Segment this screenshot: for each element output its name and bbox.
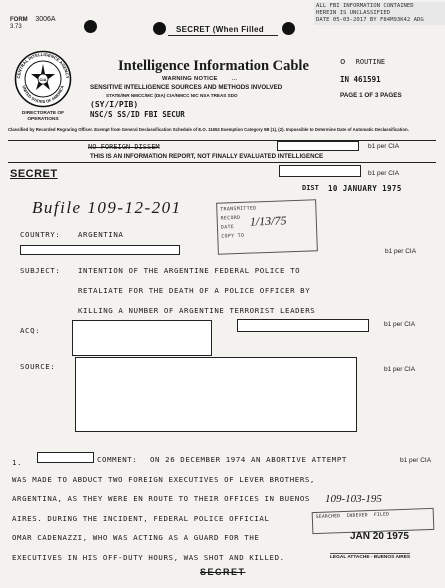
form-number bbox=[10, 16, 56, 31]
secret-classification: SECRET bbox=[10, 168, 58, 180]
stamp2-searched: SEARCHED bbox=[315, 514, 341, 520]
warning-notice: WARNING NOTICE bbox=[162, 76, 218, 82]
in-number: IN 461591 bbox=[340, 75, 381, 84]
header-divider bbox=[8, 140, 436, 141]
transmittal-stamp bbox=[216, 199, 318, 254]
b1-marker-6: b1 per CIA bbox=[400, 457, 432, 464]
b1-marker-4: b1 per CIA bbox=[384, 321, 416, 328]
banner-line-2: HEREIN IS UNCLASSIFIED bbox=[316, 10, 391, 16]
secret-footer: SECRET bbox=[200, 567, 246, 577]
punch-hole-left bbox=[84, 20, 97, 33]
stamp-text: TRANSMITTED RECORD DATE COPY TO bbox=[220, 206, 257, 240]
stamp2-indexed: INDEXED bbox=[346, 513, 368, 519]
classification-notice: Classified by Recorded Regraring Officer. Exempt from General Declassification Schedule of E.O. 11652 Exemption Category 5B (1), (2). Impossible to Determine Date of Automatic Declassification. bbox=[8, 127, 409, 132]
redaction-box-3 bbox=[20, 245, 180, 255]
secret-header: SECRET (When Filled bbox=[176, 25, 264, 34]
routing-codes: (SY/I/PIB) bbox=[90, 100, 139, 109]
acq-label: ACQ: bbox=[20, 326, 41, 335]
subject-label: SUBJECT: bbox=[20, 266, 61, 275]
paragraph-number: 1. bbox=[12, 458, 23, 467]
b1-marker-5: b1 per CIA bbox=[384, 366, 416, 373]
info-report-divider bbox=[8, 162, 436, 163]
routine-bullet-icon: o bbox=[340, 57, 346, 67]
warning-handwriting: ... bbox=[232, 74, 238, 82]
punch-hole-center bbox=[153, 22, 166, 35]
redaction-box-1 bbox=[277, 141, 359, 151]
subject-line-2: RETALIATE FOR THE DEATH OF A POLICE OFFICER BY bbox=[78, 286, 311, 295]
form-label: FORM bbox=[10, 17, 28, 23]
b1-marker-2: b1 per CIA bbox=[368, 170, 400, 177]
seal-top-text: CENTRAL INTELLIGENCE AGENCY bbox=[15, 51, 71, 79]
b1-marker-3: b1 per CIA bbox=[385, 248, 417, 255]
redaction-box-5 bbox=[237, 319, 369, 332]
dist-label: DIST bbox=[302, 184, 319, 192]
redaction-box-2 bbox=[279, 165, 361, 177]
redaction-box-4 bbox=[72, 320, 212, 356]
body-line-1: ON 26 DECEMBER 1974 AN ABORTIVE ATTEMPT bbox=[150, 455, 347, 464]
dist-date: 10 JANUARY 1975 bbox=[328, 184, 402, 193]
legal-attache-stamp: LEGAL ATTACHE - BUENOS AIRES bbox=[330, 555, 411, 560]
comment-label: COMMENT: bbox=[97, 455, 138, 464]
stamp2-filed: FILED bbox=[373, 512, 390, 518]
redaction-box-6 bbox=[75, 357, 357, 432]
body-line-4: AIRES. DURING THE INCIDENT, FEDERAL POLICE OFFICIAL bbox=[12, 514, 270, 523]
country-value: ARGENTINA bbox=[78, 230, 124, 239]
info-report-notice: THIS IS AN INFORMATION REPORT, NOT FINALLY EVALUATED INTELLIGENCE bbox=[90, 153, 324, 160]
body-line-2: WAS MADE TO ABDUCT TWO FOREIGN EXECUTIVES OF LEVER BROTHERS, bbox=[12, 475, 315, 484]
seal-bottom-text: UNITED STATES OF AMERICA bbox=[21, 84, 65, 105]
directorate-label: DIRECTORATE OF OPERATIONS bbox=[21, 111, 65, 122]
body-line-3: ARGENTINA, AS THEY WERE EN ROUTE TO THEIR OFFICES IN BUENOS bbox=[12, 494, 310, 503]
distribution-list: STATE/INR NMCC/MC (DIA) CIA/NMCC NIC NSA TREAS SDO bbox=[106, 93, 238, 98]
cia-seal-icon bbox=[14, 50, 72, 108]
cable-title: Intelligence Information Cable bbox=[118, 58, 309, 74]
subject-line-1: INTENTION OF THE ARGENTINE FEDERAL POLICE TO bbox=[78, 266, 301, 275]
form-code: 3006A bbox=[35, 16, 56, 23]
banner-line-3: DATE 05-03-2017 BY F84M93K42 ADG bbox=[316, 17, 424, 23]
secret-header-underline bbox=[168, 35, 278, 36]
source-label: SOURCE: bbox=[20, 362, 56, 371]
handwritten-file-number: Bufile 109-12-201 bbox=[32, 198, 182, 217]
body-line-6: EXECUTIVES IN HIS OFF-DUTY HOURS, WAS SHOT AND KILLED. bbox=[12, 553, 285, 562]
body-line-5: OMAR CADENAZZI, WHO WAS ACTING AS A GUARD FOR THE bbox=[12, 533, 260, 542]
page-info: PAGE 1 OF 3 PAGES bbox=[340, 92, 402, 99]
banner-line-1: ALL FBI INFORMATION CONTAINED bbox=[316, 3, 414, 9]
redaction-box-7 bbox=[37, 452, 94, 463]
no-foreign-dissem: NO FOREIGN DISSEM bbox=[88, 143, 160, 151]
punch-hole-right bbox=[282, 22, 295, 35]
sensitive-notice: SENSITIVE INTELLIGENCE SOURCES AND METHODS INVOLVED bbox=[90, 84, 283, 91]
date-stamp: JAN 20 1975 bbox=[350, 531, 409, 542]
routine-text: ROUTINE bbox=[355, 58, 386, 66]
subject-line-3: KILLING A NUMBER OF ARGENTINE TERRORIST LEADERS bbox=[78, 306, 316, 315]
declassification-banner bbox=[314, 2, 445, 25]
handwritten-serial: 109-103-195 bbox=[325, 493, 382, 505]
stamp2-row bbox=[313, 509, 433, 522]
seal-center-text: CIA bbox=[39, 77, 47, 82]
stamp-handwritten-date: 1/13/75 bbox=[249, 213, 287, 229]
nsc-line: NSC/S SS/ID FBI SECUR bbox=[90, 110, 185, 119]
country-label: COUNTRY: bbox=[20, 230, 61, 239]
routine-marker bbox=[340, 57, 385, 67]
b1-marker-1: b1 per CIA bbox=[368, 143, 400, 150]
form-sub: 3.73 bbox=[10, 24, 22, 30]
